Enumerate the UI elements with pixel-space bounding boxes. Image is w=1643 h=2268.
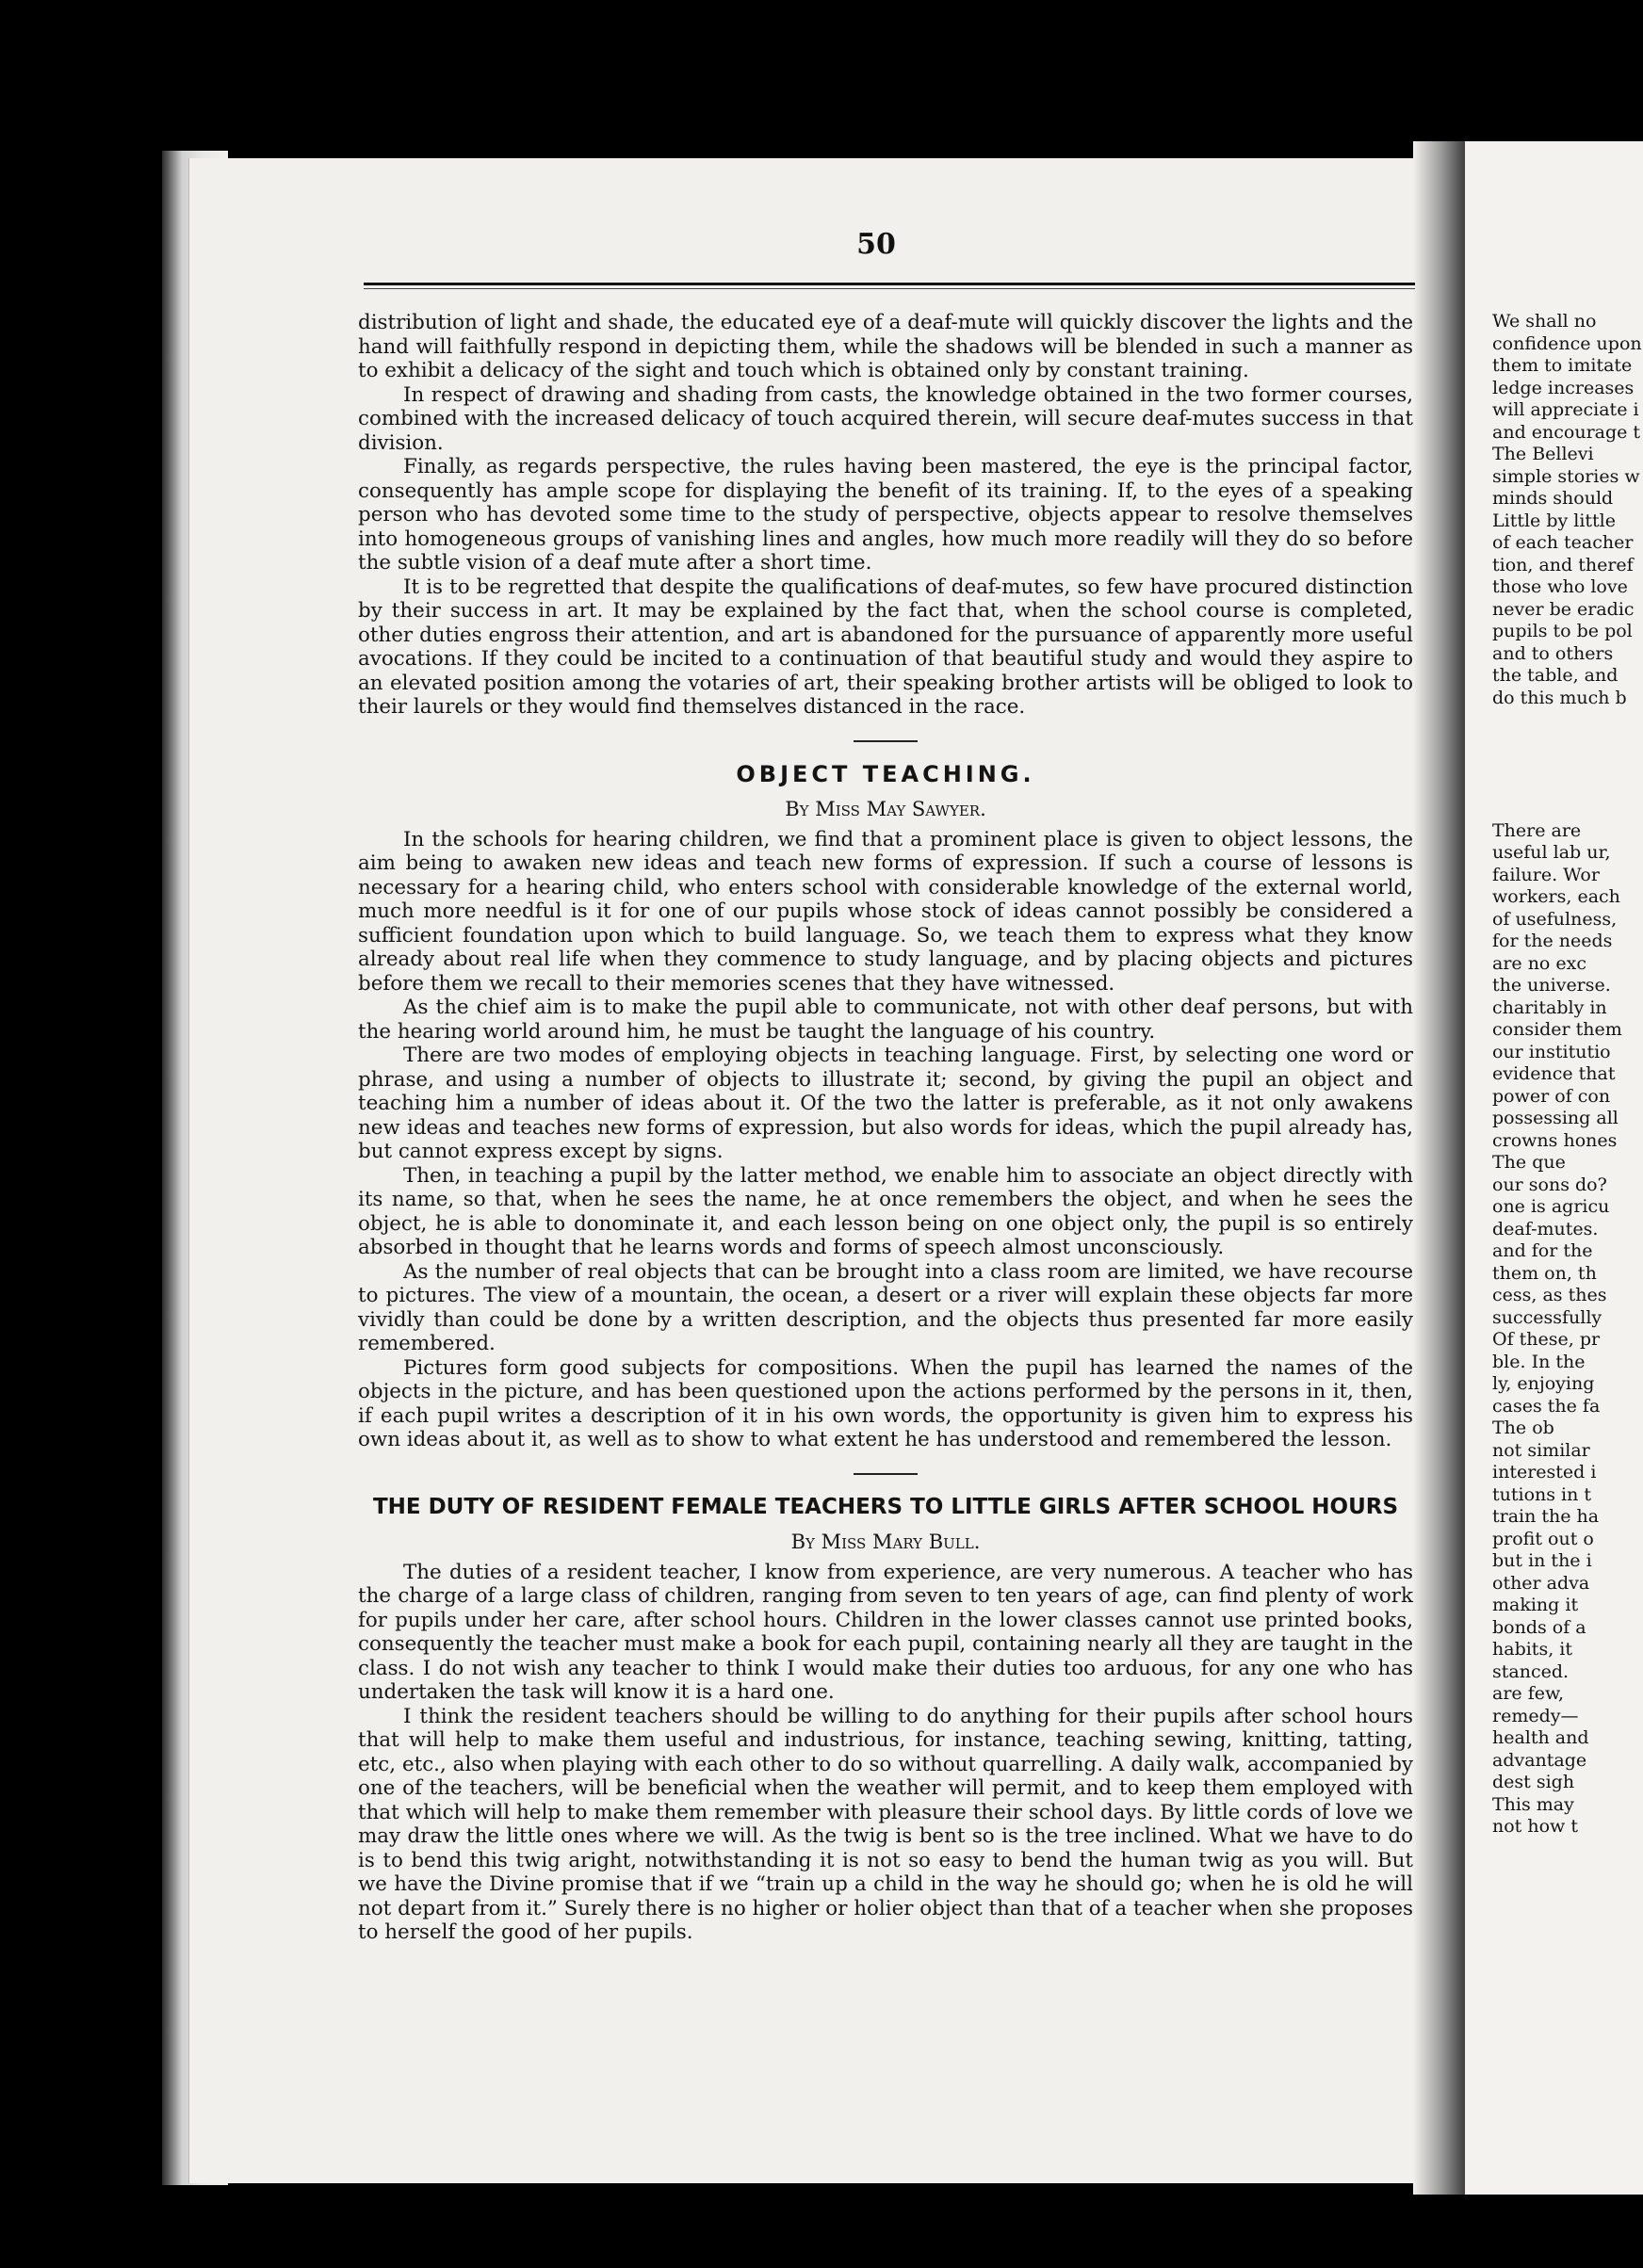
facing-page-line: failure. Wor <box>1492 864 1600 885</box>
facing-page-line: advantage <box>1492 1749 1587 1771</box>
paragraph: As the chief aim is to make the pupil able to communicate, not with other deaf persons, but with the hearing world around him, he must be taught the language of his country. <box>358 996 1413 1044</box>
page-body <box>358 311 1413 1945</box>
paragraph: In respect of drawing and shading from casts, the knowledge obtained in the two former courses, combined with the increased delicacy of touch acquired therein, will secure deaf-mutes success in that division. <box>358 382 1413 455</box>
facing-page-line: are no exc <box>1492 952 1587 974</box>
facing-page-text <box>1492 311 1643 1839</box>
facing-page-line: for the needs <box>1492 931 1613 951</box>
facing-page-line: remedy— <box>1492 1705 1579 1726</box>
facing-page-line <box>1492 709 1643 732</box>
facing-page-line: There are <box>1492 819 1582 841</box>
facing-page-line: stanced. <box>1492 1660 1570 1682</box>
facing-page-line: useful lab ur, <box>1492 842 1611 863</box>
facing-page-line: do this much b <box>1492 687 1627 708</box>
facing-page-line <box>1492 732 1643 754</box>
facing-page-line: cess, as thes <box>1492 1285 1607 1305</box>
facing-page-line: will appreciate i <box>1492 399 1639 420</box>
facing-page-line: making it <box>1492 1595 1579 1615</box>
facing-page-line: pupils to be pol <box>1492 621 1633 641</box>
facing-page-line: deaf-mutes. <box>1492 1218 1599 1239</box>
paragraph: It is to be regretted that despite the qualifications of deaf-mutes, so few have procured distinction by their success in art. It may be explained by the fact that, when the school course is completed, other duties engross their attention, and art is abandoned for the pursuance of apparently more useful avocations. If they could be incited to a continuation of that beautiful study and would they aspire to an elevated position among the votaries of art, their speaking brother artists will be obliged to look to their laurels or they would find themselves distanced in the race. <box>358 575 1413 719</box>
paragraph: distribution of light and shade, the educated eye of a deaf-mute will quickly discover the lights and the hand will faithfully respond in depicting them, while the shadows will be blended in such a manner as to exhibit a delicacy of the sight and touch which is obtained only by constant training. <box>358 311 1413 382</box>
header-rule <box>364 283 1415 285</box>
facing-page-line: Of these, pr <box>1492 1329 1601 1350</box>
article-byline: By Miss Mary Bull. <box>790 1531 981 1553</box>
facing-page-line: tion, and theref <box>1492 554 1634 575</box>
facing-page-line: cases the fa <box>1492 1395 1601 1417</box>
article-duty-of-resident-teachers <box>358 1496 1413 1945</box>
facing-page-line: not similar <box>1492 1439 1590 1461</box>
paragraph: Finally, as regards perspective, the rules having been mastered, the eye is the principal factor, consequently has ample scope for displaying the benefit of its training. If, to the eyes of a speaking person who has devoted some time to the study of perspective, objects appear to resolve themselves into homogeneous groups of vanishing lines and angles, how much more readily will they do so before the subtle vision of a deaf mute after a short time. <box>358 455 1413 575</box>
paragraph: Then, in teaching a pupil by the latter method, we enable him to associate an object directly with its name, so that, when he sees the name, he at once remembers the object, and when he sees the object, he is able to donominate it, and each lesson being on one object only, the pupil is so entirely absorbed in thought that he learns words and forms of speech almost unconsciously. <box>358 1163 1413 1259</box>
facing-page-line: the universe. <box>1492 975 1611 996</box>
facing-page-line: possessing all <box>1492 1108 1619 1128</box>
facing-page-line: them on, th <box>1492 1262 1597 1284</box>
facing-page-line: not how t <box>1492 1816 1578 1837</box>
article-byline: By Miss May Sawyer. <box>785 798 986 820</box>
facing-page-line: and encourage t <box>1492 421 1641 443</box>
facing-page-line: and for the <box>1492 1240 1593 1261</box>
facing-page-line: interested i <box>1492 1462 1597 1482</box>
facing-page-line: crowns hones <box>1492 1129 1618 1151</box>
header-rule-thin <box>364 288 1415 289</box>
facing-page-line: ledge increases <box>1492 377 1635 398</box>
facing-page-line: ly, enjoying <box>1492 1373 1595 1394</box>
book-gutter <box>1413 141 1470 2195</box>
facing-page-line: other adva <box>1492 1572 1590 1594</box>
facing-page-line: consider them <box>1492 1019 1622 1040</box>
facing-page-line: but in the i <box>1492 1550 1592 1571</box>
facing-page-line: charitably in <box>1492 996 1607 1018</box>
facing-page-line: evidence that <box>1492 1063 1616 1084</box>
article-title: THE DUTY OF RESIDENT FEMALE TEACHERS TO LITTLE GIRLS AFTER SCHOOL HOURS <box>372 1494 1399 1519</box>
facing-page-line: The Bellevi <box>1492 444 1594 464</box>
facing-page-line: Little by little <box>1492 510 1617 531</box>
facing-page-line: our institutio <box>1492 1041 1611 1062</box>
facing-page-line <box>1492 798 1643 820</box>
facing-page-line: bonds of a <box>1492 1616 1586 1638</box>
facing-page-line: This may <box>1492 1793 1574 1815</box>
facing-page-line: are few, <box>1492 1683 1565 1704</box>
facing-page-line: confidence upon <box>1492 332 1642 354</box>
article-object-teaching <box>358 760 1413 1452</box>
paragraph: The duties of a resident teacher, I know from experience, are very numerous. A teacher who has the charge of a large class of children, ranging from seven to ten years of age, can find plenty of work for pupils under her care, after school hours. Children in the lower classes cannot use printed books, consequently the teacher must make a book for each pupil, containing nearly all they are taught in the class. I do not wish any teacher to think I would make their duties too arduous, for any one who has undertaken the task will know it is a hard one. <box>358 1560 1413 1704</box>
facing-page-line: ble. In the <box>1492 1351 1586 1372</box>
facing-page-line: workers, each <box>1492 886 1620 907</box>
facing-page-line: of usefulness, <box>1492 908 1618 930</box>
facing-page-line: of each teacher <box>1492 532 1634 553</box>
facing-page-line: We shall no <box>1492 311 1597 332</box>
paragraph: Pictures form good subjects for compositions. When the pupil has learned the names of the objects in the picture, and has been questioned upon the actions performed by the persons in it, then, if each pupil writes a description of it in his own words, the opportunity is given him to express his own ideas about it, as well as to show to what extent he has understood and remembered the lesson. <box>358 1355 1413 1451</box>
facing-page-line: those who love <box>1492 576 1628 597</box>
section-divider <box>854 1473 918 1475</box>
paragraph: In the schools for hearing children, we find that a prominent place is given to object lessons, the aim being to awaken new ideas and teach new forms of expression. If such a course of lessons is necessary for a hearing child, who enters school with considerable knowledge of the external world, much more needful is it for one of our pupils whose stock of ideas cannot possibly be considered a sufficient foundation upon which to build language. So, we teach them to express what they know already about real life when they commence to study language, and by placing objects and pictures before them we recall to their memories scenes that they have witnessed. <box>358 827 1413 996</box>
facing-page-line: The ob <box>1492 1418 1554 1438</box>
facing-page-line: simple stories w <box>1492 465 1640 487</box>
article-title: OBJECT TEACHING. <box>736 760 1035 787</box>
paragraph: As the number of real objects that can be brought into a class room are limited, we have recourse to pictures. The view of a mountain, the ocean, a desert or a river will explain these objects far more vividly than could be done by a written description, and the objects thus presented far more easily remembered. <box>358 1259 1413 1355</box>
facing-page-line: The que <box>1492 1152 1566 1173</box>
facing-page-line: never be eradic <box>1492 598 1635 620</box>
facing-page-line: the table, and <box>1492 665 1619 686</box>
facing-page-line: profit out o <box>1492 1528 1594 1549</box>
facing-page-line: habits, it <box>1492 1639 1572 1660</box>
facing-page-line: health and <box>1492 1727 1589 1748</box>
facing-page-line <box>1492 776 1643 799</box>
facing-page-line: tutions in t <box>1492 1483 1592 1505</box>
facing-page-line: dest sigh <box>1492 1772 1575 1792</box>
facing-page-line: one is agricu <box>1492 1196 1610 1217</box>
section-divider <box>854 740 918 742</box>
facing-page-line: and to others <box>1492 642 1614 664</box>
facing-page-line: power of con <box>1492 1085 1611 1107</box>
facing-page-line <box>1492 753 1643 776</box>
facing-page-line: train the ha <box>1492 1506 1600 1527</box>
facing-page-line: them to imitate <box>1492 355 1633 376</box>
facing-page-line: our sons do? <box>1492 1174 1607 1195</box>
facing-page-line: minds should <box>1492 488 1614 509</box>
paragraph: I think the resident teachers should be willing to do anything for their pupils after school hours that will help to make them useful and industrious, for instance, teaching sewing, knitting, tatting, etc, etc., also when playing with each other to do so without quarrelling. A daily walk, accompanied by one of the teachers, will be beneficial when the weather will permit, and to keep them employed with that which will help to make them remember with pleasure their school days. By little cords of love we may draw the little ones where we will. As the twig is bent so is the tree inclined. What we have to do is to bend this twig aright, notwithstanding it is not so easy to bend the human twig as you will. But we have the Divine promise that if we “train up a child in the way he should go; when he is old he will not depart from it.” Surely there is no higher or holier object than that of a teacher when she proposes to herself the good of her pupils. <box>358 1704 1413 1944</box>
facing-page-line: successfully <box>1492 1306 1602 1328</box>
continued-article <box>358 311 1413 720</box>
page-number: 50 <box>856 228 896 261</box>
paragraph: There are two modes of employing objects in teaching language. First, by selecting one word or phrase, and using a number of objects to illustrate it; second, by giving the pupil an object and teaching him a number of ideas about it. Of the two the latter is preferable, as it not only awakens new ideas and teaches new forms of expression, but also words for ideas, which the pupil already has, but cannot express except by signs. <box>358 1044 1413 1163</box>
